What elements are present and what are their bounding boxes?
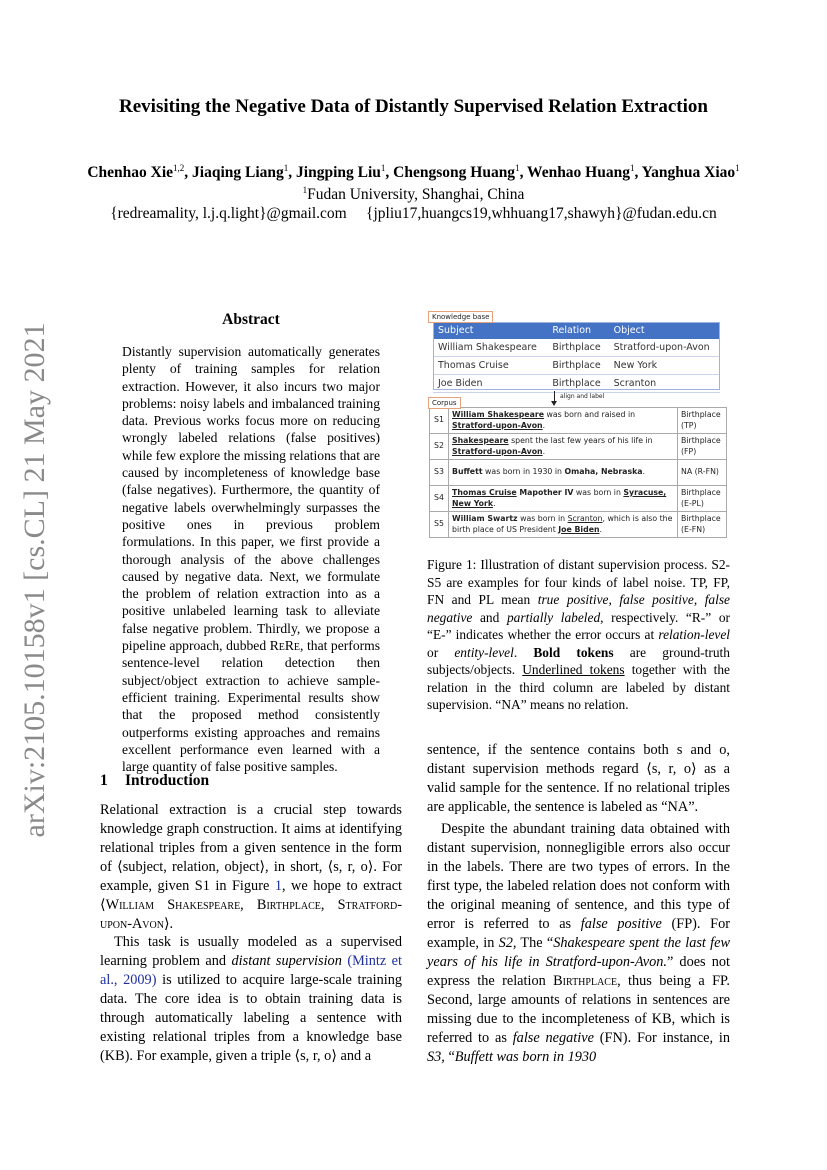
corpus-label: Corpus [428,397,461,409]
author-list [0,163,827,182]
align-label: align and label [560,393,605,400]
kb-row: Joe Biden Birthplace Scranton [433,375,720,393]
abstract-body: Distantly supervision automatically generates plenty of training samples for relation extraction. However, it also incurs two major problems: noisy labels and imbalanced training data. Previous works focus more on reducing wrongly labeled relations (false positives) while few explore the missing relations that are caused by incompleteness of knowledge base (false negatives). Furthermore, the quantity of negative labels overwhelmingly surpasses the positive ones in previous problem formulations. In this paper, we first provide a thorough analysis of the above challenges caused by negative data. Next, we formulate the problem of relation extraction into as a positive unlabeled learning task to alleviate false negative problem. Thirdly, we propose a pipeline approach, dubbed ReRe, that performs sentence-level relation detection then subject/object extraction to achieve sample-efficient training. Experimental results show that the proposed method consistently outperforms existing approaches and remains excellent performance even learned with a large quantity of false positive samples. [122,344,381,775]
corpus-table [429,407,727,538]
corpus-row: S3 Buffett was born in 1930 in Omaha, Nebraska. NA (R-FN) [430,460,727,486]
right-paragraph-2: Despite the abundant training data obtained with distant supervision, nonnegligible errors also occur in the labels. There are two types of errors. In the first type, the labeled relation does not conform with the original meaning of sentence, and this type of error is referred to as false positive (FP). For example, in S2, The “Shakespeare spent the last few years of his life in Stratford-upon-Avon.” does not express the relation Birthplace, thus being a FP. Second, large amounts of relations in sentences are missing due to the incompleteness of KB, which is referred to as false negative (FN). For instance, in S3, “Buffett was born in 1930 [427,821,730,1065]
kb-row: Thomas Cruise Birthplace New York [433,357,720,375]
right-paragraph-1: sentence, if the sentence contains both s and o, distant supervision methods regard ⟨s, r, o⟩ as a valid sample for the sentence. If no relational triples are applicable, the sentence is labeled as “NA”. [427,742,730,815]
author: Yanghua Xiao$^1$ [641,163,740,182]
intro-paragraph-2: This task is usually modeled as a supervised learning problem and distant supervision (Mintz et al., 2009) is utilized to acquire large-scale training data. The core idea is to obtain training data is through automatically labeling a sentence with existing relational triples from a knowledge base (KB). For example, given a triple ⟨s, r, o⟩ and a [100,934,403,1064]
corpus-row: S5 William Swartz was born in Scranton, which is also the birth place of US President Joe Biden. Birthplace (E-FN) [430,512,727,538]
figure-ref-link[interactable]: 1 [274,878,282,894]
corpus-row: S4 Thomas Cruise Mapother IV was born in Syracuse, New York. Birthplace (E-PL) [430,486,727,512]
citation-link[interactable]: (Mintz et al., 2009) [100,953,403,988]
author-emails: {redreamality, l.j.q.light}@gmail.com {jpliu17,huangcs19,whhuang17,shawyh}@fudan.edu.cn [110,205,717,222]
arrowhead-icon [551,401,557,406]
kb-header: Relation [547,322,608,339]
intro-paragraph-1: Relational extraction is a crucial step towards knowledge graph construction. It aims at identifying relational triples from a given sentence in the form of ⟨subject, relation, object⟩, in short, ⟨s, r, o⟩. For example, given S1 in Figure 1, we hope to extract ⟨William Shakespeare, Birthplace, Stratford-upon-Avon⟩. [100,802,403,932]
model-name: ReRe [269,638,301,654]
author: Chengsong Huang$^1$, [393,163,528,182]
kb-row: William Shakespeare Birthplace Stratford-upon-Avon [433,339,720,357]
author: Jingping Liu$^1$, [296,163,394,182]
figure-caption: Figure 1: Illustration of distant supervision process. S2-S5 are examples for four kinds of label noise. TP, FP, FN and PL mean true positive, false positive, false negative and partially labeled, respectively. “R-” or “E-” indicates whether the error occurs at relation-level or entity-level. Bold tokens are ground-truth subjects/objects. Underlined tokens together with the relation in the third column are labeled by distant supervision. “NA” means no relation. [427,557,730,712]
kb-label: Knowledge base [428,311,493,323]
paper-title: Revisiting the Negative Data of Distantly Supervised Relation Extraction [119,96,708,117]
author: Chenhao Xie$^{1,2}$, [87,163,193,182]
kb-header: Object [609,322,720,339]
affiliation: $^1$Fudan University, Shanghai, China [302,185,525,204]
figure-1 [428,311,730,541]
arxiv-stamp: arXiv:2105.10158v1 [cs.CL] 21 May 2021 [18,322,51,838]
abstract-heading: Abstract [222,311,280,328]
section-heading: 1 Introduction [100,772,210,789]
corpus-row: S1 William Shakespeare was born and raised in Stratford-upon-Avon. Birthplace (TP) [430,408,727,434]
author: Jiaqing Liang$^1$, [192,163,297,182]
kb-header: Subject [433,322,547,339]
corpus-row: S2 Shakespeare spent the last few years of his life in Stratford-upon-Avon. Birthplace (FP) [430,434,727,460]
knowledge-base-table [433,322,720,393]
author: Wenhao Huang$^1$, [527,163,642,182]
